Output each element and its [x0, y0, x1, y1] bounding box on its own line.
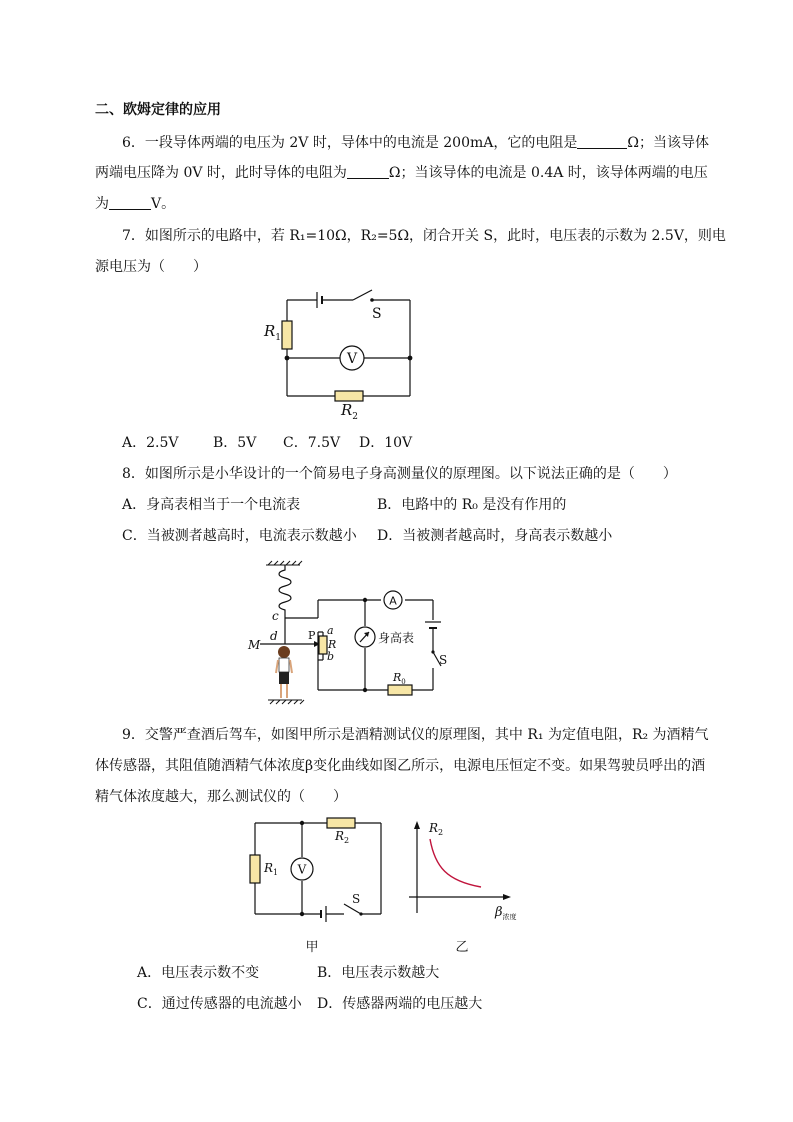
q6-text-2a: 两端电压降为 0V 时，此时导体的电阻为	[95, 165, 347, 181]
q7-r2-label: $R_2$	[341, 401, 359, 422]
q7-r2-resistor	[335, 391, 363, 401]
q9-option-b: B．电压表示数越大	[317, 965, 440, 981]
q8-label-a: a	[327, 624, 334, 637]
q9-line-3: 精气体浓度越大，那么测试仪的（ ）	[95, 789, 347, 805]
q6-blank-2	[347, 164, 389, 179]
q7-r1-resistor	[282, 321, 292, 349]
q8-label-d: d	[270, 629, 278, 643]
q9-option-a: A．电压表示数不变	[137, 965, 260, 981]
q9-circuit-a	[245, 815, 395, 955]
q9-line-2: 体传感器，其阻值随酒精气体浓度β变化曲线如图乙所示，电源电压恒定不变。如果驾驶员呼出的酒	[95, 758, 706, 774]
q9-graph-ylabel: $R_2$	[429, 821, 444, 837]
q6-text-1a: 6．一段导体两端的电压为 2V 时，导体中的电流是 200mA，它的电阻是	[122, 135, 578, 151]
q7-option-a: A．2.5V	[122, 435, 179, 451]
q6-text-3b: V。	[151, 196, 176, 212]
q9-r2-curve	[430, 839, 481, 887]
q8-label-p: P	[308, 629, 316, 642]
q9-line-1: 9．交警严查酒后驾车，如图甲所示是酒精测试仪的原理图，其中 R₁ 为定值电阻，R₂ 为酒精气	[122, 727, 709, 743]
q7-line-1: 7．如图所示的电路中，若 R₁=10Ω，R₂=5Ω，闭合开关 S，此时，电压表的示数为 2.5V，则电	[122, 228, 726, 244]
q8-r0-resistor	[388, 685, 412, 695]
q9-r1-label: $R_1$	[264, 861, 279, 877]
q8-label-m: M	[248, 638, 261, 652]
q8-option-c: C．当被测者越高时，电流表示数越小	[122, 528, 357, 544]
q8-label-b: b	[327, 650, 335, 663]
q6-line-1	[122, 133, 709, 153]
q6-blank-1	[577, 134, 627, 149]
q7-r1-label: $R_1$	[264, 322, 282, 343]
q6-text-1b: Ω；当该导体	[627, 135, 709, 151]
q9-caption-b: 乙	[455, 940, 469, 955]
q9-r1-resistor	[250, 855, 260, 883]
q8-option-d: D．当被测者越高时，身高表示数越小	[377, 528, 613, 544]
q8-spring	[279, 565, 291, 614]
q9-caption-a: 甲	[305, 940, 319, 955]
q8-label-c: c	[272, 609, 279, 623]
q7-line-2: 源电压为（ ）	[95, 259, 207, 275]
q8-option-b: B．电路中的 R₀ 是没有作用的	[377, 497, 567, 513]
q8-r0-label: $R_0$	[393, 671, 406, 686]
q8-switch-label: S	[439, 653, 448, 667]
q8-option-a: A．身高表相当于一个电流表	[122, 497, 301, 513]
q8-label-r: R	[328, 638, 337, 651]
q8-circuit-diagram	[248, 560, 448, 710]
q8-gauge-label: 身高表	[378, 631, 415, 645]
q9-r2-label: $R_2$	[335, 829, 350, 845]
q8-person-figure	[276, 646, 292, 698]
section-title: 二、欧姆定律的应用	[95, 102, 221, 118]
q9-voltmeter-label: V	[297, 862, 307, 877]
q6-text-2b: Ω；当该导体的电流是 0.4A 时，该导体两端的电压	[388, 165, 708, 181]
q7-voltmeter-label: V	[346, 351, 358, 367]
q8-line-1: 8．如图所示是小华设计的一个简易电子身高测量仪的原理图。以下说法正确的是（ ）	[122, 466, 677, 482]
q6-line-2	[95, 163, 708, 183]
q8-ammeter-label: A	[389, 594, 397, 608]
q9-r2-resistor	[327, 818, 355, 828]
q7-option-d: D．10V	[359, 435, 413, 451]
q8-slider-resistor	[319, 636, 327, 654]
q7-switch-label: S	[372, 306, 382, 322]
q9-graph-b	[405, 815, 530, 955]
q7-option-c: C．7.5V	[283, 435, 341, 451]
q9-switch-label: S	[352, 892, 361, 906]
q9-option-c: C．通过传感器的电流越小	[137, 996, 302, 1012]
q9-option-d: D．传感器两端的电压越大	[317, 996, 483, 1012]
q9-graph-xlabel: $\beta_{浓度}$	[495, 905, 517, 921]
q7-circuit-diagram	[250, 288, 430, 428]
q6-text-3a: 为	[95, 196, 109, 212]
q7-option-b: B．5V	[213, 435, 257, 451]
q6-line-3	[95, 194, 175, 214]
q6-blank-3	[109, 195, 151, 210]
